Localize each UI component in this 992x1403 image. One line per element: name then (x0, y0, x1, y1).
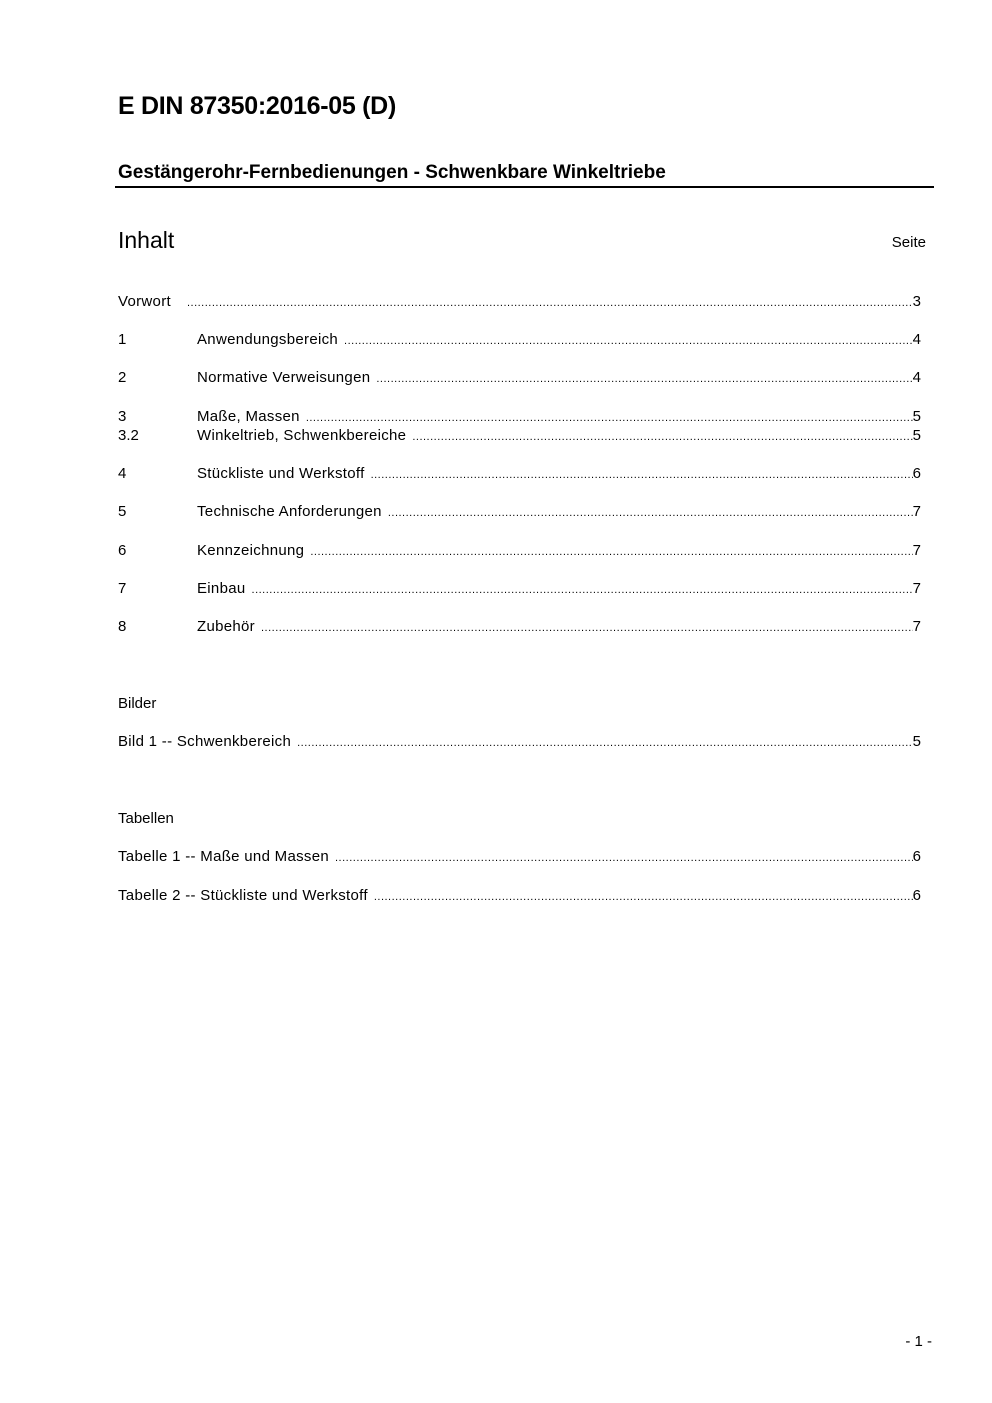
toc-entry-page: 4 (912, 331, 921, 348)
toc-entry-7[interactable] (118, 580, 921, 600)
toc-entry-number: 4 (118, 465, 127, 482)
table-entry-page: 6 (912, 848, 921, 865)
table-entry-2[interactable] (118, 887, 921, 907)
toc-entry-page: 5 (912, 427, 921, 444)
toc-entry-page: 7 (912, 503, 921, 520)
toc-entry-1[interactable] (118, 331, 921, 351)
table-entry-label: Tabelle 1 -- Maße und Massen (118, 848, 329, 865)
toc-entry-page: 7 (912, 542, 921, 559)
toc-entry-vorwort[interactable] (118, 293, 921, 313)
toc-entry-label: Maße, Massen (197, 408, 300, 425)
toc-entry-label: Winkeltrieb, Schwenkbereiche (197, 427, 407, 444)
toc-entry-number: 2 (118, 369, 127, 386)
toc-entry-page: 7 (912, 618, 921, 635)
page-column-label: Seite (891, 234, 926, 251)
toc-entry-page: 3 (912, 293, 921, 310)
toc-entry-number: 8 (118, 618, 127, 635)
toc-entry-label: Anwendungsbereich (197, 331, 339, 348)
toc-entry-3-2[interactable] (118, 427, 921, 447)
toc-entry-number: 3 (118, 408, 127, 425)
toc-leader-dots (310, 546, 912, 558)
table-entry-label: Tabelle 2 -- Stückliste und Werkstoff (118, 887, 368, 904)
toc-leader-dots (306, 412, 913, 424)
toc-entry-3[interactable] (118, 408, 921, 428)
toc-leader-dots (412, 431, 912, 443)
toc-entry-label: Stückliste und Werkstoff (197, 465, 365, 482)
title-rule (115, 186, 934, 188)
figure-entry-1[interactable] (118, 733, 921, 753)
toc-entry-page: 4 (912, 369, 921, 386)
table-entry-page: 6 (912, 887, 921, 904)
toc-entry-4[interactable] (118, 465, 921, 485)
tables-heading: Tabellen (118, 810, 174, 827)
document-title: E DIN 87350:2016-05 (D) (118, 92, 396, 120)
toc-entry-number: 6 (118, 542, 127, 559)
page-number: - 1 - (905, 1333, 932, 1350)
figure-entry-label: Bild 1 -- Schwenkbereich (118, 733, 292, 750)
toc-leader-dots (261, 622, 913, 634)
toc-entry-label: Technische Anforderungen (197, 503, 382, 520)
toc-entry-page: 6 (912, 465, 921, 482)
toc-leader-dots (388, 507, 913, 519)
toc-leader-dots (344, 335, 913, 347)
toc-entry-number: 5 (118, 503, 127, 520)
toc-entry-number: 7 (118, 580, 127, 597)
toc-leader-dots (371, 469, 913, 481)
toc-entry-page: 7 (912, 580, 921, 597)
document-subtitle: Gestängerohr-Fernbedienungen - Schwenkbare Winkeltriebe (118, 162, 666, 183)
toc-entry-label: Kennzeichnung (197, 542, 305, 559)
toc-entry-page: 5 (912, 408, 921, 425)
toc-entry-5[interactable] (118, 503, 921, 523)
toc-leader-dots (297, 737, 913, 749)
toc-entry-8[interactable] (118, 618, 921, 638)
toc-leader-dots (187, 297, 913, 309)
toc-leader-dots (376, 373, 912, 385)
toc-entry-number: 1 (118, 331, 127, 348)
toc-entry-label: Einbau (197, 580, 246, 597)
figure-entry-page: 5 (912, 733, 921, 750)
toc-entry-label: Normative Verweisungen (197, 369, 371, 386)
toc-leader-dots (252, 584, 913, 596)
toc-heading: Inhalt (118, 227, 175, 253)
toc-entry-6[interactable] (118, 542, 921, 562)
toc-entry-number: 3.2 (118, 427, 139, 444)
toc-entry-label: Vorwort (118, 293, 171, 310)
table-entry-1[interactable] (118, 848, 921, 868)
toc-leader-dots (335, 852, 913, 864)
toc-leader-dots (374, 891, 913, 903)
figures-heading: Bilder (118, 695, 157, 712)
toc-entry-2[interactable] (118, 369, 921, 389)
toc-entry-label: Zubehör (197, 618, 255, 635)
